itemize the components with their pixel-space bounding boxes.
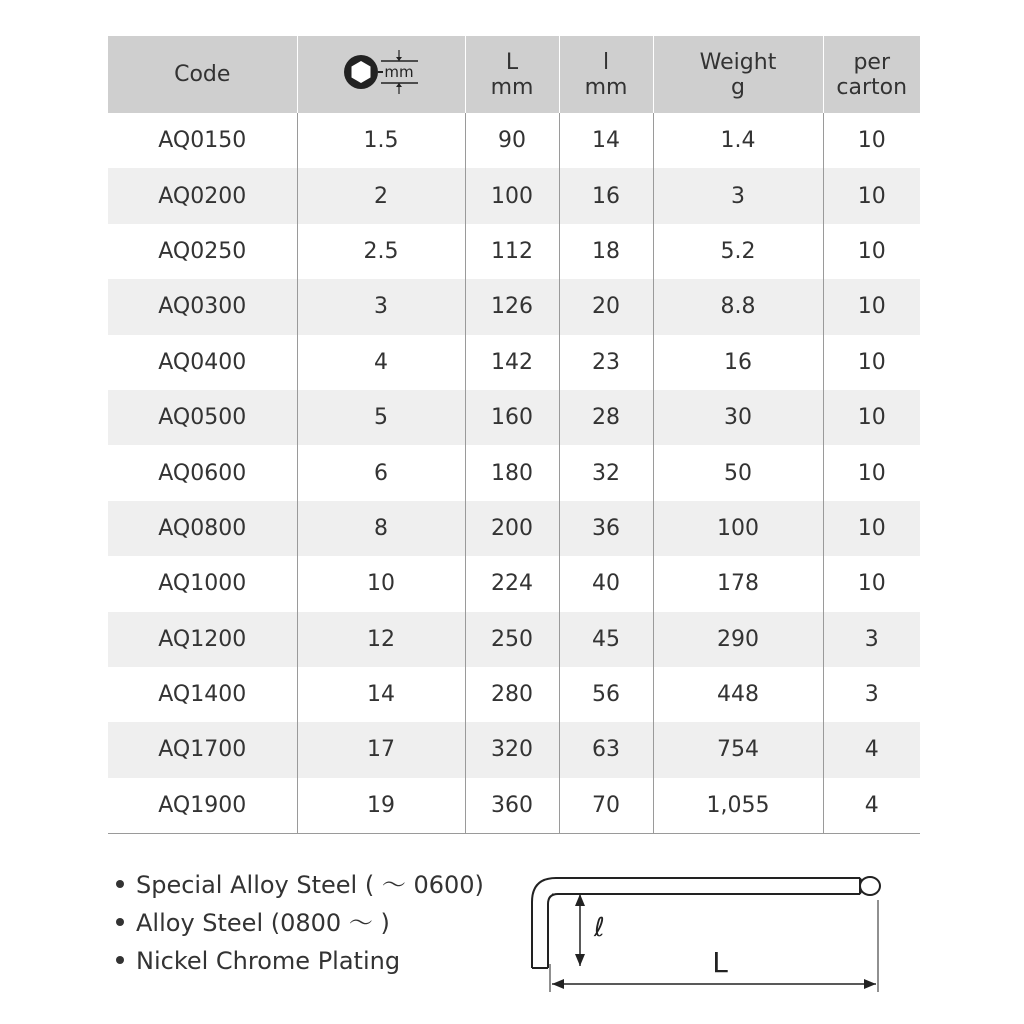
cell-hex: 8 [297,501,465,556]
cell-l: 32 [559,445,653,500]
cell-code: AQ0600 [158,460,247,486]
bullet-icon [116,918,124,926]
cell-per-carton: 10 [823,279,920,334]
hex-key-icon [341,48,421,102]
cell-hex: 4 [297,335,465,390]
cell-L: 112 [465,224,559,279]
cell-weight: 178 [653,556,823,611]
cell-per-carton: 4 [823,722,920,777]
cell-code: AQ1200 [108,612,297,667]
header-length-L: L mm [465,36,559,113]
cell-L: 280 [465,667,559,722]
header-length-l: l mm [559,36,653,113]
cell-hex: 5 [297,390,465,445]
cell-per-carton: 10 [823,113,920,168]
cell-per-carton: 10 [823,224,920,279]
cell-weight: 16 [653,335,823,390]
cell-per-carton: 3 [823,612,920,667]
cell-weight: 30 [653,390,823,445]
cell-per-carton: 10 [823,335,920,390]
cell-L: 90 [465,113,559,168]
cell-l: 56 [559,667,653,722]
cell-per-carton: 10 [823,390,920,445]
table-row [108,168,920,223]
table-row [108,445,920,500]
cell-l: 63 [559,722,653,777]
table-row [108,778,920,834]
hex-unit-label: mm [384,62,414,81]
hex-key-diagram [520,860,900,1004]
header-weight: Weight g [653,36,823,113]
cell-hex: 6 [297,445,465,500]
cell-l: 40 [559,556,653,611]
header-code: Code [108,36,297,113]
cell-L: 224 [465,556,559,611]
table-body [108,113,920,834]
spec-table-container [108,36,920,834]
cell-code: AQ0400 [158,349,247,375]
spec-table [108,36,920,834]
cell-code: AQ1400 [158,682,247,708]
cell-code: AQ1000 [158,571,247,597]
table-row [108,390,920,445]
cell-code: AQ0250 [158,238,247,264]
cell-per-carton: 10 [823,168,920,223]
cell-L: 142 [465,335,559,390]
long-arm-label: L [712,946,728,979]
cell-l: 70 [559,778,653,834]
header-row [108,36,920,113]
note-item [116,866,484,904]
cell-hex: 12 [297,612,465,667]
header-hex-size [297,36,465,113]
cell-code: AQ0300 [108,279,297,334]
cell-hex: 1.5 [297,113,465,168]
cell-hex: 3 [297,279,465,334]
cell-L: 320 [465,722,559,777]
cell-L: 180 [465,445,559,500]
cell-l: 23 [559,335,653,390]
cell-hex: 2.5 [297,224,465,279]
cell-weight: 50 [653,445,823,500]
cell-l: 28 [559,390,653,445]
cell-weight: 290 [653,612,823,667]
cell-weight: 1.4 [653,113,823,168]
cell-per-carton: 3 [823,667,920,722]
cell-code: AQ0800 [108,501,297,556]
cell-code: AQ0150 [158,128,247,154]
cell-weight: 5.2 [653,224,823,279]
table-row [108,722,920,777]
table-row [108,501,920,556]
table-row [108,667,920,722]
cell-hex: 19 [297,778,465,834]
table-row [108,113,920,168]
cell-per-carton: 10 [823,445,920,500]
cell-L: 200 [465,501,559,556]
cell-weight: 3 [653,168,823,223]
cell-l: 20 [559,279,653,334]
cell-weight: 448 [653,667,823,722]
cell-per-carton: 10 [823,501,920,556]
cell-weight: 1,055 [653,778,823,834]
note-text: Special Alloy Steel ( ～ 0600) [136,871,484,899]
note-text: Nickel Chrome Plating [136,947,401,975]
cell-hex: 14 [297,667,465,722]
note-item [116,904,484,942]
table-row [108,279,920,334]
cell-weight: 8.8 [653,279,823,334]
cell-L: 250 [465,612,559,667]
header-per-carton: per carton [823,36,920,113]
cell-l: 36 [559,501,653,556]
cell-per-carton: 10 [823,556,920,611]
cell-L: 160 [465,390,559,445]
cell-code: AQ0500 [108,390,297,445]
cell-per-carton: 4 [823,778,920,834]
cell-l: 14 [559,113,653,168]
note-text: Alloy Steel (0800 ～ ) [136,909,390,937]
cell-L: 360 [465,778,559,834]
cell-code: AQ1900 [108,778,297,834]
cell-code: AQ1700 [108,722,297,777]
bullet-icon [116,956,124,964]
note-item [116,942,484,980]
material-notes [116,866,484,980]
cell-l: 16 [559,168,653,223]
short-arm-label: ℓ [594,913,605,943]
cell-hex: 2 [297,168,465,223]
table-row [108,224,920,279]
cell-weight: 100 [653,501,823,556]
table-row [108,612,920,667]
bullet-icon [116,880,124,888]
cell-hex: 10 [297,556,465,611]
cell-weight: 754 [653,722,823,777]
cell-l: 18 [559,224,653,279]
cell-L: 126 [465,279,559,334]
cell-code: AQ0200 [108,168,297,223]
cell-l: 45 [559,612,653,667]
table-row [108,556,920,611]
cell-L: 100 [465,168,559,223]
cell-hex: 17 [297,722,465,777]
table-row [108,335,920,390]
